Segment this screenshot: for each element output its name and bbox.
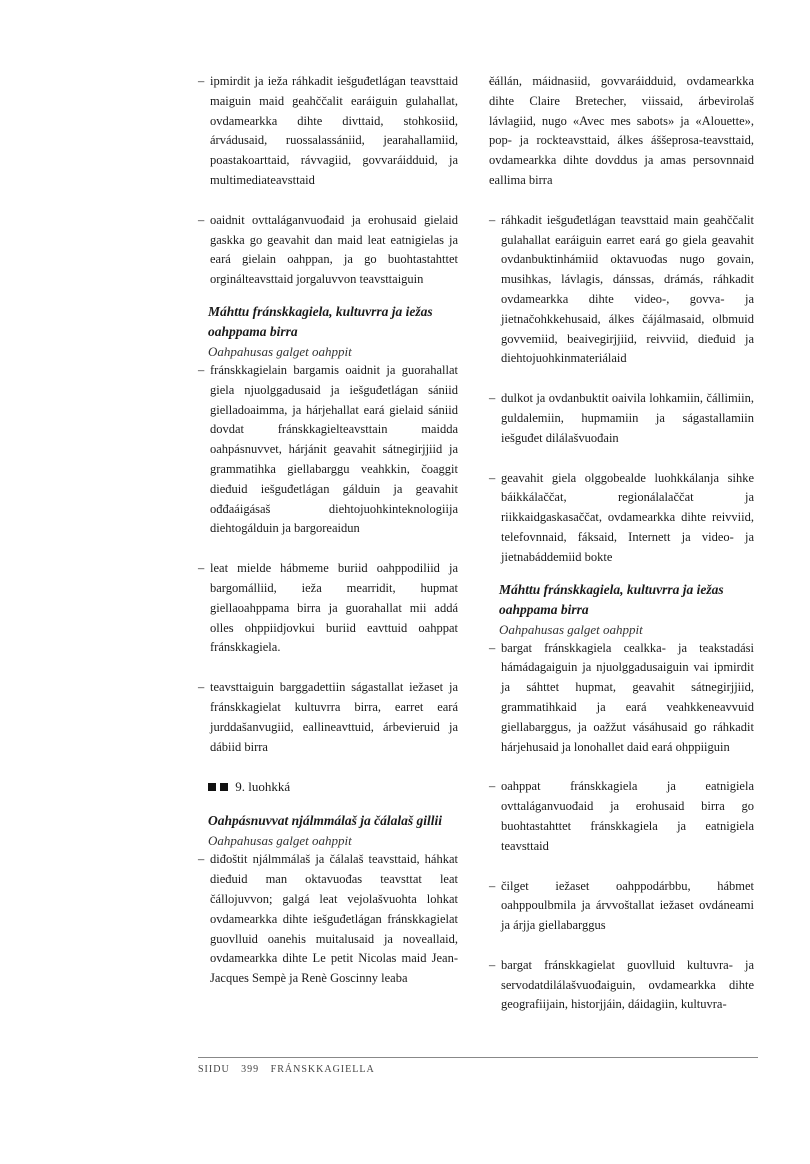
section-subheading: Oahpahusas galget oahppit bbox=[208, 833, 352, 849]
paragraph-continued: – čállán, máidnasiid, govvaráidduid, ovdamearkka dihte Claire Bretecher, viissaid, árbevirolaš lávlagiid, nugo «Avec mes sabots» ja «Alouette», pop- ja rockteavsttaid, álkes áššeprosa-teavsttaid, ovdamearkka dihte dovddus ja amas persovnnaid eallima birra bbox=[489, 72, 754, 191]
section-subheading: Oahpahusas galget oahppit bbox=[208, 343, 352, 359]
footer-divider bbox=[198, 1057, 758, 1058]
paragraph: – fránskkagielain bargamis oaidnit ja guorahallat giela njuolggadusaid ja iešguđetlágan sániid gielladoaimma, ja hárjehallat eará gielaid sániid dovdat fránskkagielteavsttain maidda oahpásnuvvet, hárjánit geavahit sátnegirjjiid ja grammatihka giellabarggu veahkkin, čoaggit dieđuid iešguđetlágan gálduin ja geavahit ođđaáigásaš diehtojuohkinteknologiija diehtogálduin ja bargoreaidun bbox=[198, 361, 458, 539]
paragraph: – diđoštit njálmmálaš ja čálalaš teavsttaid, háhkat dieđuid man oktavuođas teavsttat leat čállojuvvon; galgá leat vejolašvuohta lohkat ovdamearkka dihte iešguđetlágan fránskkagielat guovlluid oanehis muitalusaid ja noveallaid, ovdamearkka dihte Le petit Nicolas maid Jean-Jacques Sempè ja Renè Goscinny leaba bbox=[198, 850, 458, 989]
paragraph: – oahppat fránskkagiela ja eatnigiela ovttaláganvuođaid ja erohusaid birra go buohtastahttet fránskkagiela ja eatnigiela teavsttaid bbox=[489, 777, 754, 856]
section-heading: Máhttu fránskkagiela, kultuvrra ja iežas oahppama birra bbox=[499, 581, 724, 617]
paragraph: – teavsttaiguin barggadettiin ságastallat iežaset ja fránskkagielat kultuvrra birra, earret eará jurddašanvugiid, eallineavttuid, árbevieruid ja dábiid birra bbox=[198, 678, 458, 757]
left-column bbox=[198, 72, 458, 989]
paragraph: – ipmirdit ja ieža ráhkadit iešguđetlágan teavsttaid maiguin maid geahččalit earáiguin gulahallat, ovdamearkka dihte divttaid, stohkosiid, árvádusaid, ruossalassániid, jearahallamiid, poastakoarttaid, rávvagiid, govvaráidduid, ja multimediateavsttaid bbox=[198, 72, 458, 191]
chapter-heading bbox=[198, 777, 458, 797]
footer-page-word: SIIDU bbox=[198, 1064, 230, 1075]
paragraph: – bargat fránskkagiela cealkka- ja teakstadási hámádagaiguin ja njuolggadusaiguin vai ipmirdit ja sáhttet hupmat, geavahit sátnegirjjiid, grammatihkaid ja eará veahkkeneavvuid giellabarggus, ja oažžut vásáhusaid go ráhkadit hárjehusaid ja lonohallet daid eará ohppiiguin bbox=[489, 639, 754, 758]
footer-page-number: 399 bbox=[241, 1064, 260, 1075]
section-heading: Máhttu fránskkagiela, kultuvrra ja iežas oahppama birra bbox=[208, 303, 433, 339]
paragraph: – čilget iežaset oahppodárbbu, hábmet oahppoulbmila ja árvvoštallat iežaset ovdáneami ja árjja giellabarggus bbox=[489, 877, 754, 936]
paragraph: – oaidnit ovttaláganvuođaid ja erohusaid gielaid gaskka go geavahit dan maid leat eatnigielas ja eará gielain oahppan, ja go buohtastahttet orginálteavsttaid jorgaluvvon teavsttaiguin bbox=[198, 211, 458, 290]
page-footer bbox=[198, 1064, 383, 1075]
section-heading: Oahpásnuvvat njálmmálaš ja čálalaš gillii bbox=[208, 813, 443, 829]
right-column bbox=[489, 72, 754, 1015]
paragraph: – geavahit giela olggobealde luohkkálanja sihke báikkálaččat, regionálalaččat ja riikkaidgaskasaččat, ovdamearkka dihte reivviid, telefovnnaid, fáksaid, Internett ja video- ja jietnabáddemiid bokte bbox=[489, 469, 754, 568]
paragraph: – leat mielde hábmeme buriid oahppodiliid ja bargomálliid, ieža mearridit, hupmat giellaoahppama birra ja guorahallat mii addá olles ohppiidjovkui buriid eavttuid oahppat fránskkagiela. bbox=[198, 559, 458, 658]
paragraph: – ráhkadit iešguđetlágan teavsttaid main geahččalit gulahallat earáiguin earret eará go giela geavahit ovdanbuktinhámiid oktavuođas nugo govain, musihkas, lávlagis, dánssas, drámás, ráhkadit ovdamearkka dihte video-, govva- ja jietnačohkkehusaid, álkes čájálmasaid, olbmuid govvemiid, beaivegirjjiid, reivviid, dieđuid ja diehtojuohkinmateriálaid bbox=[489, 211, 754, 369]
section-subheading: Oahpahusas galget oahppit bbox=[499, 621, 643, 637]
square-bullet-icon bbox=[220, 783, 228, 791]
paragraph: – dulkot ja ovdanbuktit oaivila lohkamiin, čállimiin, guldalemiin, hupmamiin ja ságastallamiin iešguđet dilálašvuođain bbox=[489, 389, 754, 448]
paragraph: – bargat fránskkagielat guovlluid kultuvra- ja servodatdilálašvuođaiguin, ovdamearkka dihte geografiijain, historjjáin, dáidagiin, kultuvra- bbox=[489, 956, 754, 1015]
footer-subject: FRÁNSKKAGIELLA bbox=[270, 1064, 375, 1075]
chapter-label: 9. luohkká bbox=[235, 779, 291, 795]
square-bullet-icon bbox=[208, 783, 216, 791]
